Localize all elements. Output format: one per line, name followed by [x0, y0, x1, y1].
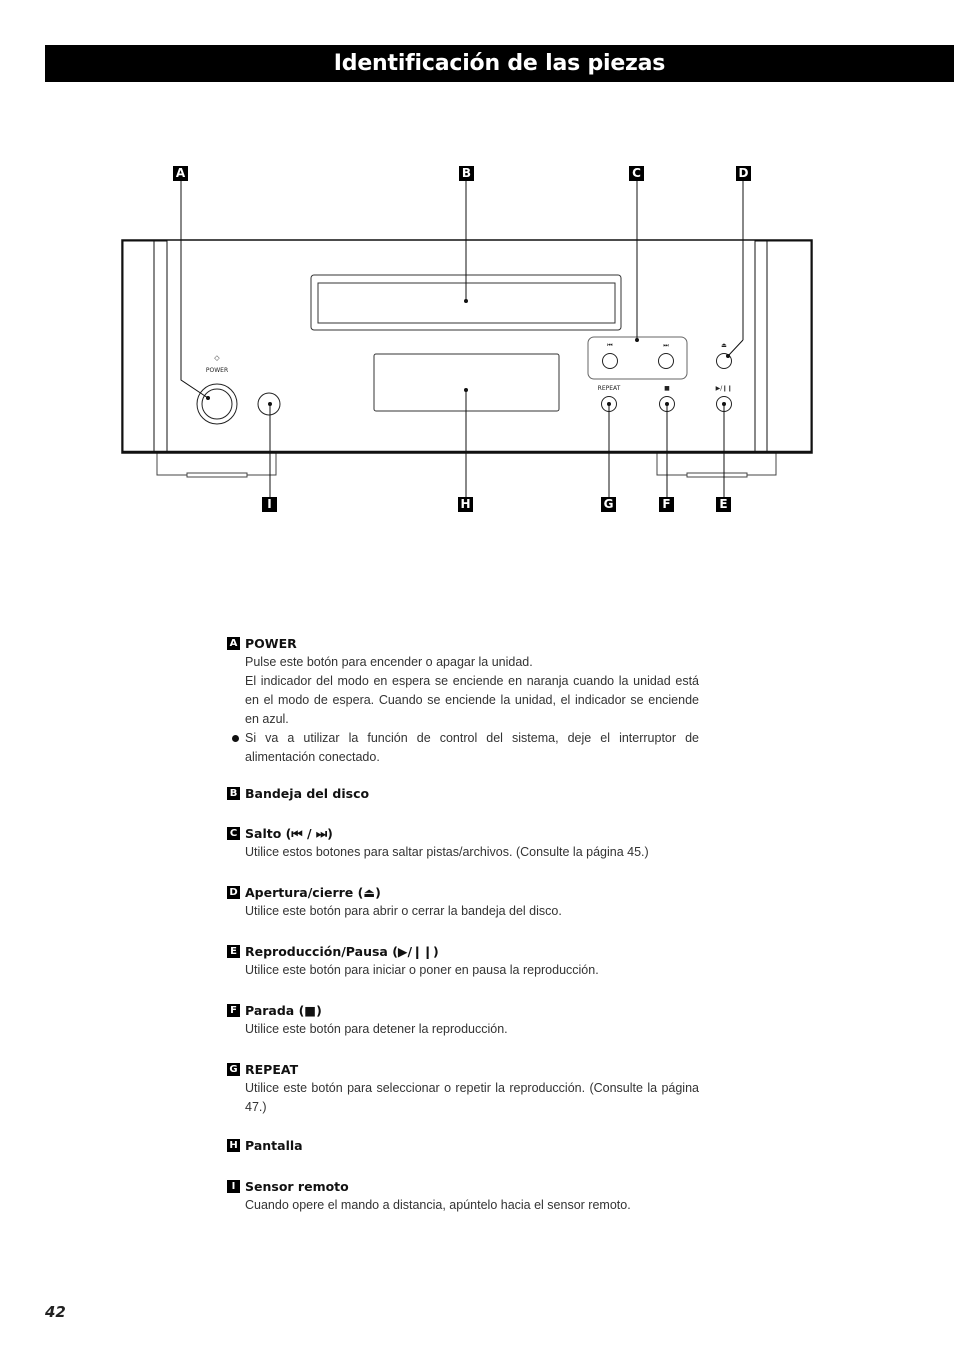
item-text: Utilice este botón para iniciar o poner en pausa la reproducción.	[245, 963, 599, 977]
item-remote-sensor	[227, 1177, 699, 1215]
item-bullet: Si va a utilizar la función de control del sistema, deje el interruptor de alimentación conectado.	[245, 729, 699, 767]
device-diagram	[0, 0, 954, 560]
item-key: C	[227, 827, 240, 840]
callout-c: C	[629, 166, 644, 181]
play-pause-icon: ▶/❙❙	[715, 385, 733, 392]
item-key: I	[227, 1180, 240, 1193]
item-heading: Salto (⏮ / ⏭)	[245, 825, 333, 841]
item-play-pause	[227, 942, 699, 980]
item-heading: REPEAT	[245, 1062, 299, 1077]
callout-d: D	[736, 166, 751, 181]
item-heading: Parada (■)	[245, 1003, 322, 1018]
callout-b: B	[459, 166, 474, 181]
page-number: 42	[45, 1303, 66, 1321]
callout-f: F	[659, 497, 674, 512]
item-text: El indicador del modo en espera se enciende en naranja cuando la unidad está en el modo de espera. Cuando se enciende la unidad, el indicador se enciende en azul.	[245, 674, 699, 726]
item-key: E	[227, 945, 240, 958]
item-text: Utilice estos botones para saltar pistas/archivos. (Consulte la página 45.)	[245, 845, 649, 859]
item-key: H	[227, 1139, 240, 1152]
item-key: F	[227, 1004, 240, 1017]
item-stop	[227, 1001, 699, 1039]
item-key: G	[227, 1063, 240, 1076]
item-display	[227, 1136, 699, 1155]
skip-back-icon: ⏮	[607, 342, 613, 349]
item-repeat	[227, 1060, 699, 1117]
item-text: Pulse este botón para encender o apagar la unidad.	[245, 655, 533, 669]
item-heading: Bandeja del disco	[245, 786, 370, 801]
eject-icon: ⏏	[721, 342, 727, 349]
stop-icon: ■	[664, 385, 670, 392]
skip-forward-icon: ⏭	[663, 342, 669, 349]
callout-e: E	[716, 497, 731, 512]
power-label: POWER	[205, 367, 229, 374]
item-heading: Apertura/cierre (⏏)	[245, 885, 381, 900]
item-skip	[227, 824, 699, 862]
item-text: Utilice este botón para detener la reproducción.	[245, 1022, 508, 1036]
item-disc-tray	[227, 784, 699, 803]
item-key: A	[227, 637, 240, 650]
item-heading: Reproducción/Pausa (▶/❙❙)	[245, 944, 439, 959]
item-heading: Sensor remoto	[245, 1179, 349, 1194]
callout-a: A	[173, 166, 188, 181]
repeat-label: REPEAT	[597, 385, 621, 392]
item-heading: Pantalla	[245, 1138, 303, 1153]
callout-g: G	[601, 497, 616, 512]
callout-i: I	[262, 497, 277, 512]
item-text: Utilice este botón para seleccionar o repetir la reproducción. (Consulte la página 47.)	[245, 1081, 699, 1114]
item-heading: POWER	[245, 636, 297, 651]
item-key: B	[227, 787, 240, 800]
item-power	[227, 634, 699, 767]
page-title: Identificación de las piezas	[333, 51, 666, 76]
item-text: Cuando opere el mando a distancia, apúntelo hacia el sensor remoto.	[245, 1198, 631, 1212]
item-open-close	[227, 883, 699, 921]
parts-description-list	[227, 634, 699, 1232]
item-text: Utilice este botón para abrir o cerrar la bandeja del disco.	[245, 904, 562, 918]
item-key: D	[227, 886, 240, 899]
standby-indicator-icon: ◇	[214, 354, 220, 362]
callout-h: H	[458, 497, 473, 512]
